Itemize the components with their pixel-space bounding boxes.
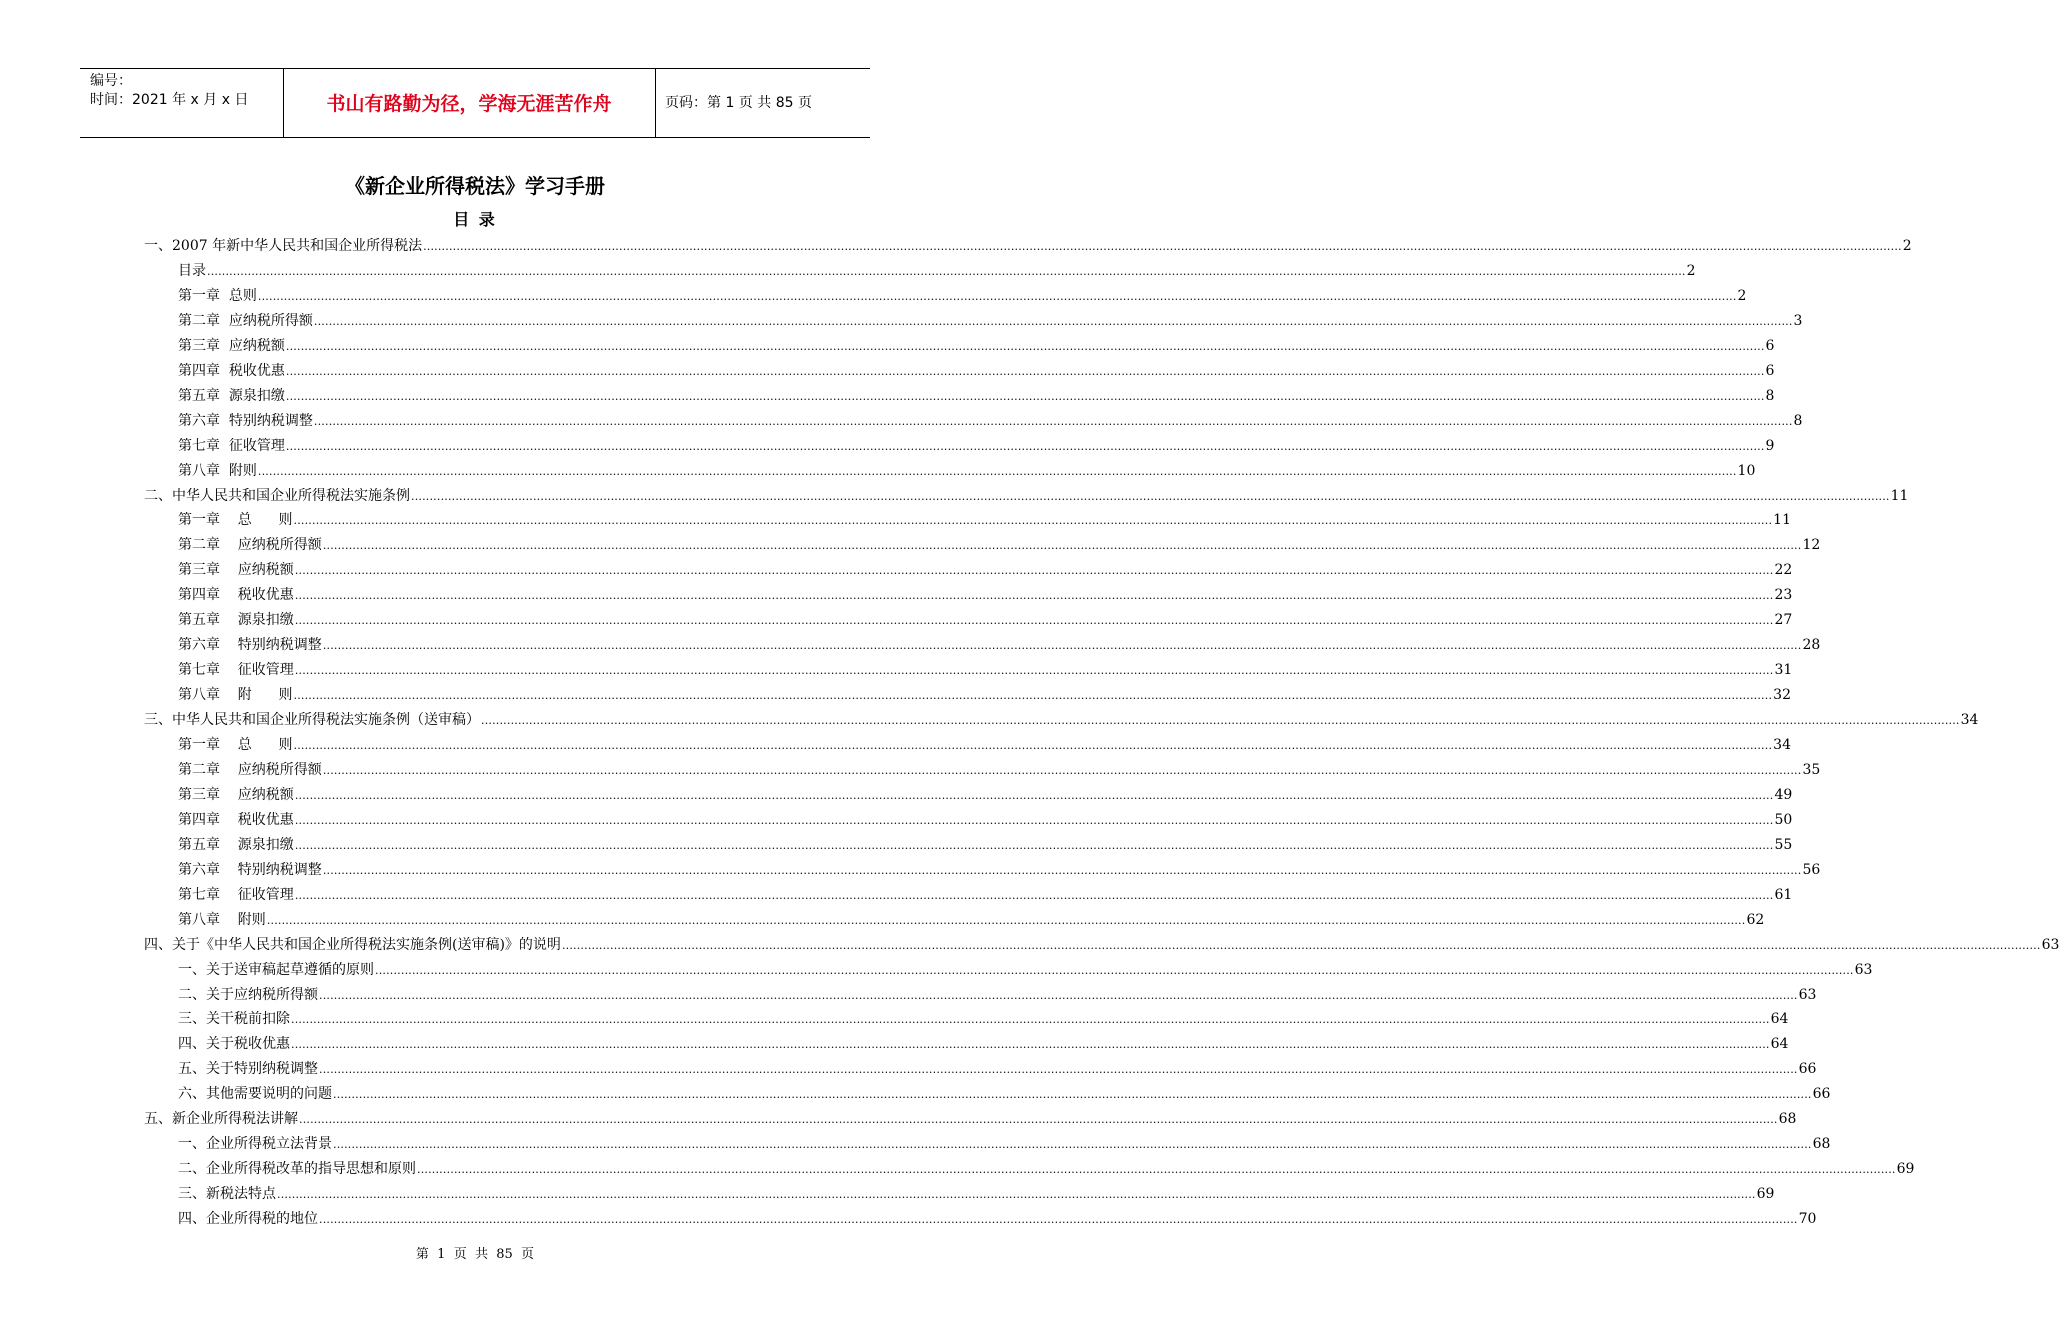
document-title: 《新企业所得税法》学习手册: [345, 174, 605, 198]
toc-entry-page-number: 11: [1773, 512, 1791, 529]
toc-entry-label: 第五章 源泉扣缴: [178, 836, 294, 853]
toc-entry[interactable]: [178, 633, 1821, 658]
toc-dot-leader: ................................................................................................................................................................................................................................................................................................................................................................................................................: [322, 763, 1802, 777]
toc-dot-leader: ................................................................................................................................................................................................................................................................................................................................................................................................................: [294, 614, 1774, 628]
toc-dot-leader: ................................................................................................................................................................................................................................................................................................................................................................................................................: [322, 863, 1802, 877]
toc-entry-label: 一、企业所得税立法背景: [178, 1136, 332, 1153]
toc-entry-label: 三、新税法特点: [178, 1186, 276, 1203]
toc-entry-label: 第六章 特别纳税调整: [178, 412, 313, 429]
toc-entry-label: 第七章 征收管理: [178, 437, 285, 454]
toc-entry[interactable]: [178, 783, 1793, 808]
toc-entry[interactable]: [178, 384, 1775, 409]
toc-dot-leader: ................................................................................................................................................................................................................................................................................................................................................................................................................: [294, 888, 1774, 902]
toc-entry-page-number: 66: [1798, 1061, 1817, 1078]
toc-entry-page-number: 27: [1774, 612, 1793, 629]
toc-dot-leader: ................................................................................................................................................................................................................................................................................................................................................................................................................: [319, 1063, 1798, 1077]
toc-entry-label: 四、企业所得税的地位: [178, 1211, 318, 1228]
toc-entry-label: 二、关于应纳税所得额: [178, 986, 318, 1003]
header-page-info: 页码：第 1 页 共 85 页: [665, 95, 812, 111]
toc-entry-page-number: 8: [1793, 412, 1803, 429]
toc-entry-page-number: 34: [1960, 712, 1979, 729]
toc-dot-leader: ................................................................................................................................................................................................................................................................................................................................................................................................................: [417, 1163, 1896, 1177]
toc-entry-label: 第四章 税收优惠: [178, 362, 285, 379]
toc-dot-leader: ................................................................................................................................................................................................................................................................................................................................................................................................................: [277, 1188, 1756, 1202]
toc-entry-page-number: 69: [1756, 1186, 1775, 1203]
toc-dot-leader: ................................................................................................................................................................................................................................................................................................................................................................................................................: [291, 1038, 1770, 1052]
toc-dot-leader: ................................................................................................................................................................................................................................................................................................................................................................................................................: [266, 913, 1746, 927]
toc-entry[interactable]: [178, 434, 1775, 459]
toc-dot-leader: ................................................................................................................................................................................................................................................................................................................................................................................................................: [319, 988, 1798, 1002]
document-date-label: 时间：2021 年 x 月 x 日: [90, 92, 249, 108]
toc-entry[interactable]: [178, 334, 1775, 359]
toc-entry[interactable]: [178, 409, 1803, 434]
toc-entry-page-number: 34: [1773, 737, 1791, 753]
toc-entry-label: 第七章 征收管理: [178, 886, 294, 903]
toc-entry-page-number: 61: [1774, 886, 1793, 903]
toc-entry[interactable]: [144, 484, 1909, 509]
toc-dot-leader: ................................................................................................................................................................................................................................................................................................................................................................................................................: [423, 240, 1902, 253]
toc-entry-label: 第六章 特别纳税调整: [178, 861, 322, 878]
toc-entry-page-number: 63: [2041, 936, 2059, 953]
toc-entry[interactable]: [178, 658, 1793, 683]
toc-dot-leader: ................................................................................................................................................................................................................................................................................................................................................................................................................: [294, 589, 1774, 603]
toc-entry[interactable]: [178, 1082, 1831, 1107]
toc-entry-page-number: 12: [1802, 537, 1821, 554]
toc-entry-label: 第二章 应纳税所得额: [178, 312, 313, 329]
toc-entry[interactable]: [178, 1207, 1817, 1232]
toc-dot-leader: ................................................................................................................................................................................................................................................................................................................................................................................................................: [293, 689, 1773, 703]
toc-entry-label: 二、中华人民共和国企业所得税法实施条例: [144, 487, 410, 504]
toc-entry-page-number: 8: [1765, 387, 1775, 404]
header-left-cell: [80, 69, 284, 137]
toc-entry-label: 第二章 应纳税所得额: [178, 537, 322, 554]
toc-entry[interactable]: [178, 1132, 1831, 1157]
page-footer: 第 1 页 共 85 页: [415, 1247, 535, 1262]
toc-entry[interactable]: [178, 583, 1793, 608]
toc-dot-leader: ................................................................................................................................................................................................................................................................................................................................................................................................................: [561, 938, 2041, 952]
toc-dot-leader: ................................................................................................................................................................................................................................................................................................................................................................................................................: [375, 963, 1854, 977]
toc-entry-label: 目录: [178, 262, 206, 279]
toc-entry-page-number: 11: [1890, 487, 1909, 504]
toc-entry-page-number: 66: [1812, 1086, 1831, 1103]
toc-entry[interactable]: [144, 708, 1979, 733]
toc-entry-page-number: 6: [1765, 362, 1775, 379]
toc-entry-page-number: 55: [1774, 836, 1793, 853]
toc-entry-label: 第六章 特别纳税调整: [178, 637, 322, 654]
toc-entry[interactable]: [178, 733, 1791, 758]
toc-entry-page-number: 68: [1812, 1136, 1831, 1153]
toc-entry-label: 第五章 源泉扣缴: [178, 387, 285, 404]
toc-dot-leader: ................................................................................................................................................................................................................................................................................................................................................................................................................: [313, 314, 1793, 328]
toc-entry[interactable]: [178, 858, 1821, 883]
toc-entry-page-number: 23: [1774, 587, 1793, 604]
toc-entry-page-number: 62: [1746, 911, 1765, 928]
toc-entry-page-number: 68: [1778, 1111, 1797, 1128]
toc-entry[interactable]: [178, 259, 1696, 284]
toc-entry-label: 一、关于送审稿起草遵循的原则: [178, 961, 374, 978]
toc-entry[interactable]: [178, 608, 1793, 633]
toc-entry[interactable]: [178, 683, 1791, 708]
toc-entry-page-number: 69: [1896, 1161, 1915, 1178]
header-middle-cell: [283, 69, 656, 137]
toc-entry-page-number: 6: [1765, 337, 1775, 354]
toc-entry-label: 三、关干税前扣除: [178, 1011, 290, 1028]
toc-dot-leader: ................................................................................................................................................................................................................................................................................................................................................................................................................: [322, 539, 1802, 553]
toc-entry-page-number: 2: [1737, 287, 1747, 304]
toc-entry-label: 第八章 附 则: [178, 687, 293, 704]
toc-dot-leader: ................................................................................................................................................................................................................................................................................................................................................................................................................: [291, 1013, 1770, 1027]
toc-entry-page-number: 2: [1686, 262, 1696, 279]
document-number-label: 编号：: [90, 73, 132, 89]
toc-entry-page-number: 70: [1798, 1211, 1817, 1228]
toc-dot-leader: ................................................................................................................................................................................................................................................................................................................................................................................................................: [333, 1088, 1812, 1102]
toc-entry-page-number: 2: [1902, 238, 1912, 254]
toc-entry-page-number: 49: [1774, 786, 1793, 803]
toc-entry-label: 六、其他需要说明的问题: [178, 1086, 332, 1103]
toc-dot-leader: ................................................................................................................................................................................................................................................................................................................................................................................................................: [207, 264, 1686, 278]
toc-dot-leader: ................................................................................................................................................................................................................................................................................................................................................................................................................: [293, 739, 1773, 752]
toc-entry[interactable]: [144, 234, 1912, 259]
toc-entry-label: 第五章 源泉扣缴: [178, 612, 294, 629]
toc-dot-leader: ................................................................................................................................................................................................................................................................................................................................................................................................................: [411, 489, 1890, 503]
toc-entry-page-number: 22: [1774, 562, 1793, 579]
toc-entry-label: 第四章 税收优惠: [178, 811, 294, 828]
toc-entry[interactable]: [178, 309, 1803, 334]
toc-entry[interactable]: [178, 533, 1821, 558]
toc-entry-label: 第一章 总 则: [178, 737, 293, 753]
toc-entry-label: 第一章 总 则: [178, 512, 293, 529]
toc-entry[interactable]: [178, 908, 1765, 933]
toc-entry-label: 四、关于税收优惠: [178, 1036, 290, 1053]
toc-entry-page-number: 63: [1854, 961, 1873, 978]
toc-entry[interactable]: [178, 359, 1775, 384]
toc-entry[interactable]: [178, 508, 1791, 533]
toc-dot-leader: ................................................................................................................................................................................................................................................................................................................................................................................................................: [294, 664, 1774, 678]
toc-entry-label: 第三章 应纳税额: [178, 562, 294, 579]
toc-entry-label: 一、2007 年新中华人民共和国企业所得税法: [144, 238, 423, 254]
toc-entry-page-number: 56: [1802, 861, 1821, 878]
toc-entry-label: 第二章 应纳税所得额: [178, 761, 322, 778]
toc-dot-leader: ................................................................................................................................................................................................................................................................................................................................................................................................................: [294, 813, 1774, 827]
toc-entry-label: 四、关于《中华人民共和国企业所得税法实施条例(送审稿)》的说明: [144, 936, 561, 953]
toc-entry-label: 二、企业所得税改革的指导思想和原则: [178, 1161, 416, 1178]
toc-dot-leader: ................................................................................................................................................................................................................................................................................................................................................................................................................: [481, 714, 1960, 728]
toc-dot-leader: ................................................................................................................................................................................................................................................................................................................................................................................................................: [319, 1213, 1798, 1227]
toc-entry-page-number: 10: [1737, 462, 1756, 479]
toc-dot-leader: ................................................................................................................................................................................................................................................................................................................................................................................................................: [294, 838, 1774, 852]
toc-entry[interactable]: [178, 958, 1873, 983]
toc-entry-label: 第八章 附则: [178, 911, 266, 928]
toc-entry[interactable]: [178, 1007, 1789, 1032]
toc-dot-leader: ................................................................................................................................................................................................................................................................................................................................................................................................................: [294, 788, 1774, 802]
toc-entry[interactable]: [178, 833, 1793, 858]
toc-entry-page-number: 3: [1793, 312, 1803, 329]
toc-entry-label: 五、关于特别纳税调整: [178, 1061, 318, 1078]
toc-dot-leader: ................................................................................................................................................................................................................................................................................................................................................................................................................: [293, 514, 1773, 528]
toc-dot-leader: ................................................................................................................................................................................................................................................................................................................................................................................................................: [294, 564, 1774, 578]
toc-entry-label: 三、中华人民共和国企业所得税法实施条例（送审稿）: [144, 712, 480, 729]
header-right-cell: [655, 69, 870, 137]
toc-entry-page-number: 32: [1773, 687, 1791, 704]
toc-entry-label: 第三章 应纳税额: [178, 337, 285, 354]
toc-entry-label: 第四章 税收优惠: [178, 587, 294, 604]
toc-entry[interactable]: [178, 1157, 1915, 1182]
toc-entry-label: 第三章 应纳税额: [178, 786, 294, 803]
toc-dot-leader: ................................................................................................................................................................................................................................................................................................................................................................................................................: [333, 1138, 1812, 1152]
motto-text: 书山有路勤为径，学海无涯苦作舟: [326, 93, 612, 115]
toc-entry-page-number: 63: [1798, 986, 1817, 1003]
toc-entry-page-number: 9: [1765, 437, 1775, 454]
toc-dot-leader: ................................................................................................................................................................................................................................................................................................................................................................................................................: [313, 414, 1793, 428]
toc-dot-leader: ................................................................................................................................................................................................................................................................................................................................................................................................................: [285, 439, 1765, 453]
toc-entry[interactable]: [178, 758, 1821, 783]
toc-entry[interactable]: [178, 1057, 1817, 1082]
toc-entry[interactable]: [178, 808, 1793, 833]
toc-entry-label: 五、新企业所得税法讲解: [144, 1111, 298, 1128]
toc-entry[interactable]: [144, 1107, 1797, 1132]
toc-entry-page-number: 64: [1770, 1036, 1789, 1053]
toc-entry[interactable]: [178, 883, 1793, 908]
toc-entry[interactable]: [144, 933, 2059, 958]
toc-dot-leader: ................................................................................................................................................................................................................................................................................................................................................................................................................: [285, 364, 1765, 378]
toc-entry[interactable]: [178, 1182, 1775, 1207]
toc-heading: 目 录: [453, 210, 497, 229]
toc-dot-leader: ................................................................................................................................................................................................................................................................................................................................................................................................................: [299, 1113, 1778, 1127]
toc-entry-page-number: 28: [1802, 637, 1821, 654]
toc-dot-leader: ................................................................................................................................................................................................................................................................................................................................................................................................................: [257, 464, 1737, 478]
toc-entry-label: 第一章 总则: [178, 287, 257, 304]
toc-entry[interactable]: [178, 459, 1756, 484]
toc-dot-leader: ................................................................................................................................................................................................................................................................................................................................................................................................................: [322, 639, 1802, 653]
toc-entry[interactable]: [178, 983, 1817, 1008]
toc-entry-page-number: 35: [1802, 761, 1821, 778]
toc-entry[interactable]: [178, 284, 1747, 309]
toc-dot-leader: ................................................................................................................................................................................................................................................................................................................................................................................................................: [257, 289, 1737, 303]
toc-entry-page-number: 50: [1774, 811, 1793, 828]
toc-dot-leader: ................................................................................................................................................................................................................................................................................................................................................................................................................: [285, 389, 1765, 403]
toc-entry-label: 第八章 附则: [178, 462, 257, 479]
toc-entry[interactable]: [178, 1032, 1789, 1057]
toc-entry-page-number: 31: [1774, 662, 1793, 679]
toc-entry[interactable]: [178, 558, 1793, 583]
toc-entry-label: 第七章 征收管理: [178, 662, 294, 679]
toc-entry-page-number: 64: [1770, 1011, 1789, 1028]
header-table: [80, 68, 870, 138]
toc-dot-leader: ................................................................................................................................................................................................................................................................................................................................................................................................................: [285, 339, 1765, 353]
